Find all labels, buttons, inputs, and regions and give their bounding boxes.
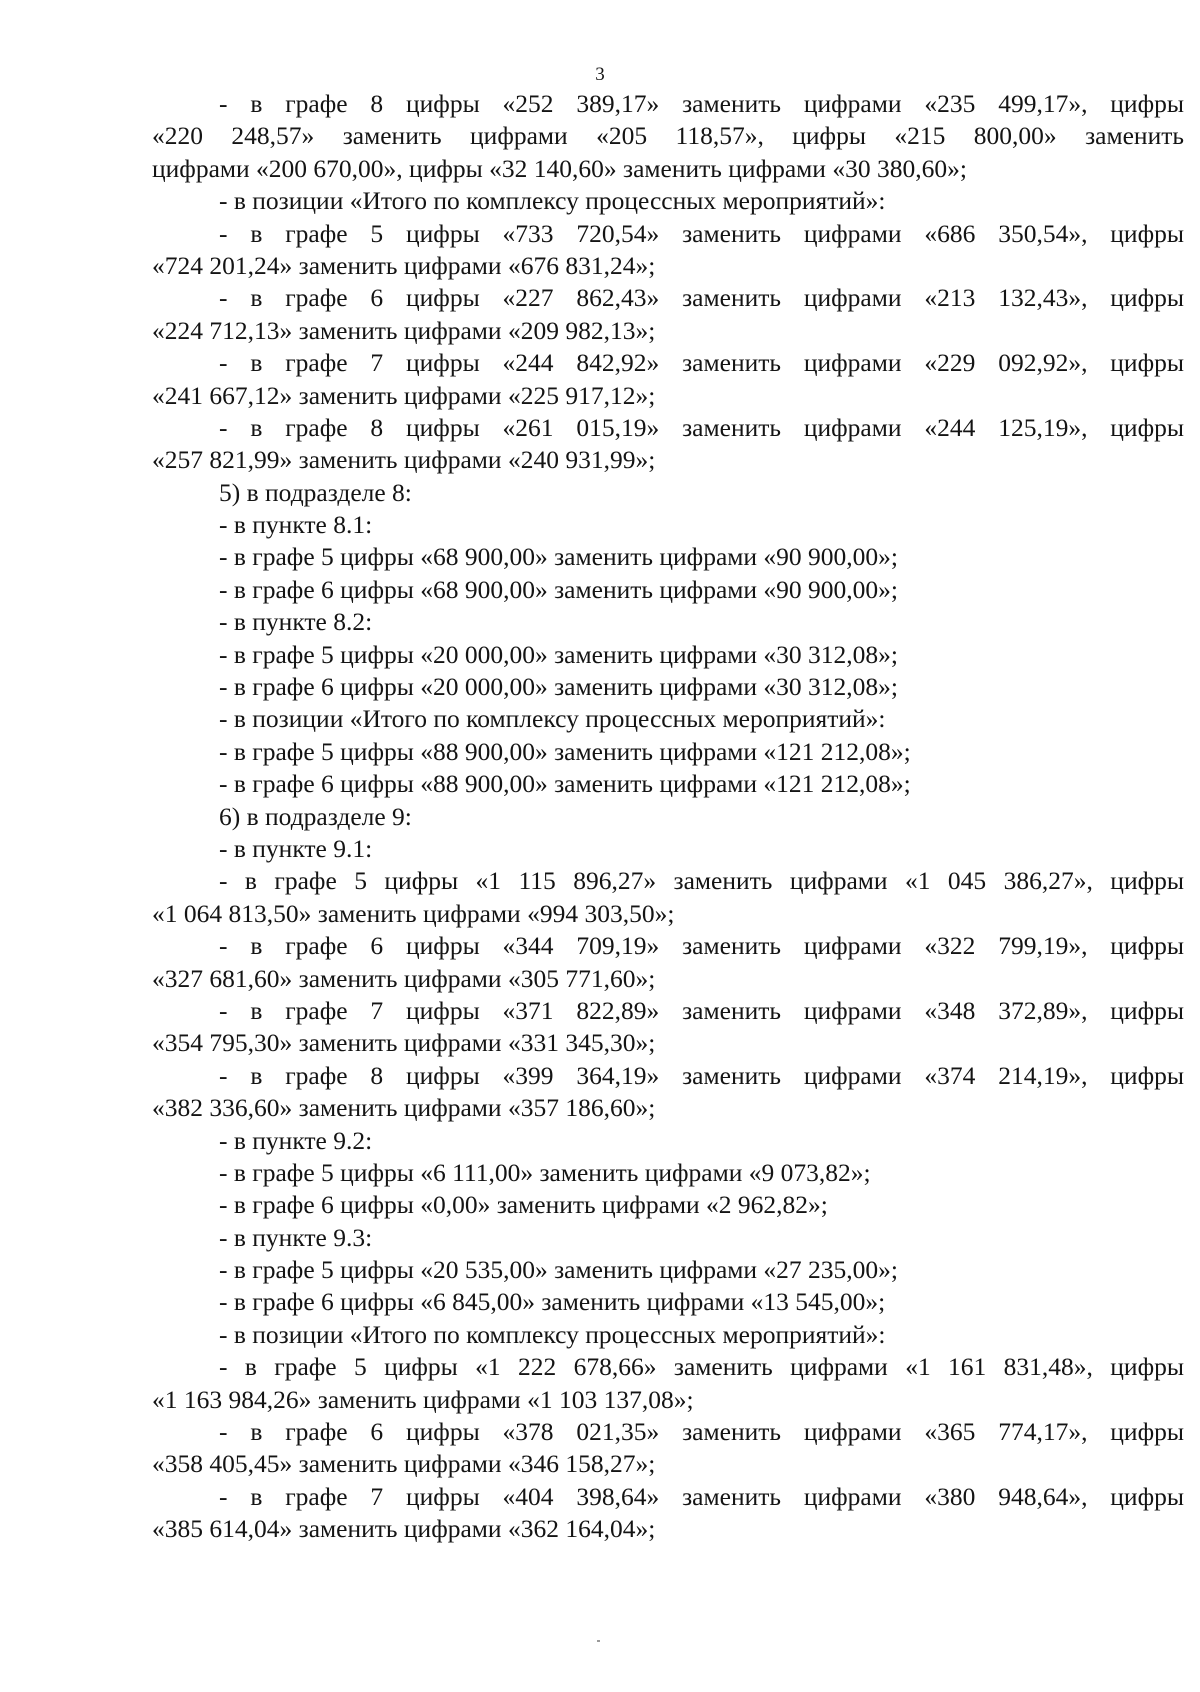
- text-line: - в позиции «Итого по комплексу процессных мероприятий»:: [219, 186, 886, 216]
- text-line: - в графе 5 цифры «68 900,00» заменить цифрами «90 900,00»;: [219, 542, 899, 572]
- text-line: - в графе 8 цифры «399 364,19» заменить цифрами «374 214,19», цифры: [219, 1060, 1184, 1090]
- text-line: - в пункте 8.1:: [219, 510, 373, 540]
- text-line: - в графе 5 цифры «6 111,00» заменить цифрами «9 073,82»;: [219, 1157, 871, 1187]
- text-line: - в позиции «Итого по комплексу процессных мероприятий»:: [219, 704, 886, 734]
- text-line: - в графе 6 цифры «88 900,00» заменить цифрами «121 212,08»;: [219, 769, 911, 799]
- page-number: 3: [595, 64, 605, 85]
- text-line: «1 064 813,50» заменить цифрами «994 303,50»;: [152, 898, 675, 928]
- text-line: - в графе 7 цифры «244 842,92» заменить цифрами «229 092,92», цифры: [219, 348, 1184, 378]
- text-line: - в графе 5 цифры «88 900,00» заменить цифрами «121 212,08»;: [219, 736, 911, 766]
- text-line: «382 336,60» заменить цифрами «357 186,60»;: [152, 1093, 656, 1123]
- text-line: 5) в подразделе 8:: [219, 477, 412, 507]
- text-line: - в графе 8 цифры «252 389,17» заменить цифрами «235 499,17», цифры: [219, 89, 1184, 118]
- text-line: «224 712,13» заменить цифрами «209 982,13»;: [152, 315, 656, 345]
- text-line: «385 614,04» заменить цифрами «362 164,04»;: [152, 1514, 656, 1544]
- text-line: - в графе 5 цифры «20 000,00» заменить цифрами «30 312,08»;: [219, 639, 899, 669]
- text-line: - в графе 8 цифры «261 015,19» заменить цифрами «244 125,19», цифры: [219, 412, 1184, 442]
- text-line: - в графе 5 цифры «733 720,54» заменить цифрами «686 350,54», цифры: [219, 218, 1184, 248]
- text-line: «257 821,99» заменить цифрами «240 931,99»;: [152, 445, 656, 475]
- text-line: - в графе 6 цифры «20 000,00» заменить цифрами «30 312,08»;: [219, 672, 899, 702]
- text-line: - в графе 6 цифры «344 709,19» заменить цифрами «322 799,19», цифры: [219, 931, 1184, 961]
- text-line: «724 201,24» заменить цифрами «676 831,24»;: [152, 250, 656, 280]
- text-line: «354 795,30» заменить цифрами «331 345,30»;: [152, 1028, 656, 1058]
- text-line: 6) в подразделе 9:: [219, 801, 412, 831]
- document-body: [152, 88, 1184, 1546]
- text-line: «1 163 984,26» заменить цифрами «1 103 137,08»;: [152, 1384, 694, 1414]
- text-line: - в графе 6 цифры «68 900,00» заменить цифрами «90 900,00»;: [219, 574, 899, 604]
- scan-speck: [597, 1640, 600, 1642]
- text-line: - в графе 6 цифры «378 021,35» заменить цифрами «365 774,17», цифры: [219, 1417, 1184, 1447]
- text-line: - в позиции «Итого по комплексу процессных мероприятий»:: [219, 1319, 886, 1349]
- text-line: - в графе 6 цифры «6 845,00» заменить цифрами «13 545,00»;: [219, 1287, 886, 1317]
- text-line: - в графе 6 цифры «227 862,43» заменить цифрами «213 132,43», цифры: [219, 283, 1184, 313]
- text-line: - в пункте 9.3:: [219, 1222, 373, 1252]
- text-line: «241 667,12» заменить цифрами «225 917,12»;: [152, 380, 656, 410]
- text-line: «327 681,60» заменить цифрами «305 771,60»;: [152, 963, 656, 993]
- text-line: - в графе 7 цифры «371 822,89» заменить цифрами «348 372,89», цифры: [219, 995, 1184, 1025]
- text-line: - в графе 7 цифры «404 398,64» заменить цифрами «380 948,64», цифры: [219, 1481, 1184, 1511]
- text-line: - в графе 5 цифры «20 535,00» заменить цифрами «27 235,00»;: [219, 1255, 899, 1285]
- text-line: - в графе 5 цифры «1 222 678,66» заменить цифрами «1 161 831,48», цифры: [219, 1352, 1184, 1382]
- text-line: «220 248,57» заменить цифрами «205 118,57», цифры «215 800,00» заменить: [152, 121, 1184, 151]
- text-line: - в пункте 9.2:: [219, 1125, 373, 1155]
- text-line: «358 405,45» заменить цифрами «346 158,27»;: [152, 1449, 656, 1479]
- text-line: - в пункте 9.1:: [219, 833, 373, 863]
- text-line: - в графе 5 цифры «1 115 896,27» заменить цифрами «1 045 386,27», цифры: [219, 866, 1184, 896]
- text-line: - в пункте 8.2:: [219, 607, 373, 637]
- text-line: - в графе 6 цифры «0,00» заменить цифрами «2 962,82»;: [219, 1190, 828, 1220]
- text-line: цифрами «200 670,00», цифры «32 140,60» заменить цифрами «30 380,60»;: [152, 153, 967, 183]
